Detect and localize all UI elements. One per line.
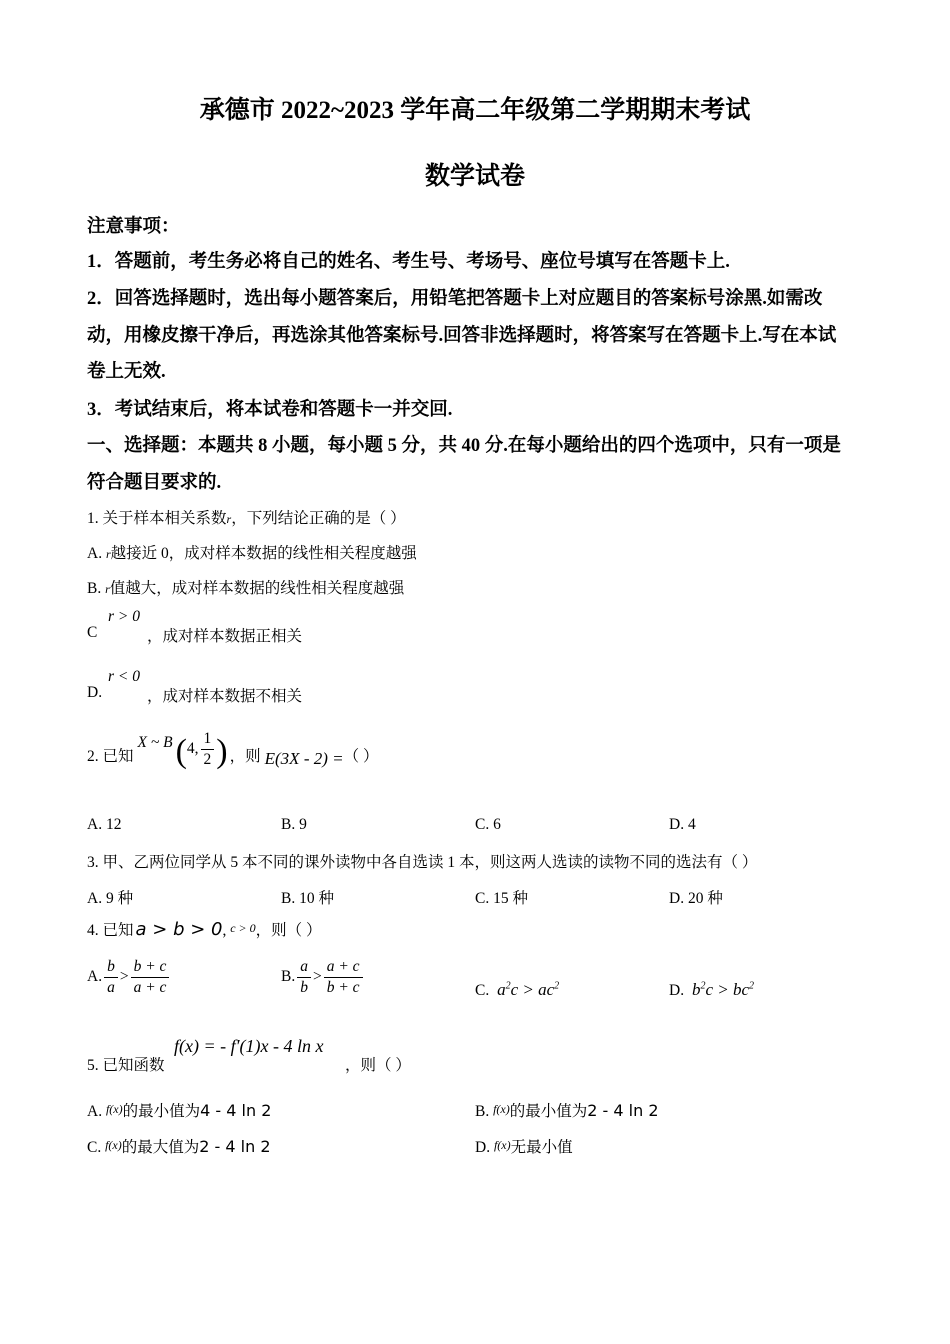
q2-stem-pre: 2. 已知: [87, 748, 134, 765]
q4-d-a: b: [691, 980, 701, 999]
q5-d-label: D.: [475, 1139, 491, 1156]
q4-d-exp1: 2: [700, 980, 706, 992]
q4-option-b: [281, 954, 365, 1000]
q1-option-d-text: ，成对样本数据不相关: [147, 688, 303, 705]
q2-stem-mid: ，则: [229, 748, 261, 765]
q4-a-label: A.: [87, 968, 103, 985]
q4-stem-post: ，则（ ）: [255, 922, 322, 939]
q5-c-text: 的最大值为: [121, 1139, 200, 1156]
exam-subtitle: 数学试卷: [424, 163, 525, 190]
notice-heading: 注意事项：: [87, 217, 180, 237]
q4-c-exp2: 2: [554, 980, 560, 992]
q4-c-b: c > ac: [510, 980, 555, 999]
q2-right-paren: ): [216, 733, 228, 770]
question-4-stem: [87, 918, 322, 940]
q4-d-b: c > bc: [705, 980, 750, 999]
q5-d-fx: f(x): [493, 1138, 511, 1152]
q5-c-val: 2 - 4 ln 2: [199, 1137, 271, 1156]
q4-math-1: a > b > 0: [135, 919, 223, 940]
q1-stem-post: ，下列结论正确的是（ ）: [231, 510, 406, 527]
q1-option-c-text: ，成对样本数据正相关: [147, 628, 303, 645]
q5-a-text: 的最小值为: [122, 1103, 201, 1120]
q1-b-var: r: [105, 582, 110, 596]
q4-d-label: D.: [669, 982, 685, 999]
q4-a-op: >: [119, 968, 129, 985]
q4-c-exp1: 2: [505, 980, 511, 992]
exam-title: 承德市 2022~2023 学年高二年级第二学期期末考试: [199, 97, 751, 124]
q4-option-a: [87, 954, 171, 1000]
q4-c-label: C.: [475, 982, 490, 999]
question-1-stem: [87, 506, 406, 528]
q5-math: f(x) = - f′(1)x - 4 ln x: [174, 1036, 324, 1056]
section-1-heading-line-2: 符合题目要求的.: [87, 473, 222, 493]
q1-option-d-label: D.: [87, 684, 103, 701]
q4-b-left-frac: [297, 957, 311, 998]
q5-option-a: [87, 1099, 271, 1121]
q4-d-expr: [692, 980, 754, 999]
q2-option-c: C. 6: [475, 816, 501, 833]
notice-item-2-line-3: 卷上无效.: [87, 362, 166, 382]
q4-b-label: B.: [281, 968, 296, 985]
q4-a-right-num: b + c: [131, 957, 170, 978]
q4-b-left-den: b: [300, 978, 308, 996]
q3-option-b: B. 10 种: [281, 890, 334, 907]
q5-stem-pre: 5. 已知函数: [87, 1057, 165, 1074]
q3-option-a: A. 9 种: [87, 890, 134, 907]
q1-option-b: [87, 576, 404, 598]
q2-math-lhs: X ~ B: [137, 734, 173, 751]
q4-a-left-num: b: [104, 957, 118, 978]
q4-b-op: >: [312, 968, 322, 985]
q4-option-d: [669, 980, 754, 1000]
q5-c-fx: f(x): [105, 1138, 122, 1152]
q4-a-right-den: a + c: [133, 978, 167, 996]
q1-option-a: [87, 541, 417, 563]
q5-stem-post: ，则（ ）: [345, 1057, 411, 1074]
q1-option-c-label: C: [87, 624, 98, 641]
q1-b-text: 值越大，成对样本数据的线性相关程度越强: [109, 580, 405, 597]
q5-d-text: 无最小值: [510, 1139, 573, 1156]
q2-math-n: 4,: [186, 740, 199, 757]
q5-b-label: B.: [475, 1103, 490, 1120]
q3-option-c: C. 15 种: [475, 890, 528, 907]
q2-fraction: [201, 729, 215, 770]
q4-sep: ,: [222, 922, 227, 939]
q4-option-c: [475, 980, 559, 1000]
q1-option-c-math: r > 0: [108, 608, 140, 625]
q4-math-2: c > 0: [230, 921, 256, 935]
q4-b-left-num: a: [297, 957, 311, 978]
q4-stem-pre: 4. 已知: [87, 922, 134, 939]
q5-b-val: 2 - 4 ln 2: [587, 1101, 659, 1120]
question-3-stem: 3. 甲、乙两位同学从 5 本不同的课外读物中各自选读 1 本，则这两人选读的读物不同的选法有（ ）: [87, 854, 758, 871]
q1-stem-pre: 1. 关于样本相关系数: [87, 510, 227, 527]
q5-a-fx: f(x): [105, 1102, 123, 1116]
q5-option-c: [87, 1135, 271, 1157]
q1-b-label: B.: [87, 580, 102, 597]
q4-c-a: a: [497, 980, 506, 999]
section-1-heading-line-1: 一、选择题：本题共 8 小题，每小题 5 分，共 40 分.在每小题给出的四个选项中，只有一项是: [87, 436, 841, 456]
q2-stem-post: （ ）: [343, 748, 379, 765]
q2-frac-den: 2: [203, 750, 212, 768]
q5-a-val: 4 - 4 ln 2: [200, 1101, 272, 1120]
q1-var-r: r: [226, 512, 232, 526]
q4-a-left-frac: [104, 957, 118, 998]
q1-a-text: 越接近 0，成对样本数据的线性相关程度越强: [110, 545, 417, 562]
q3-option-d: D. 20 种: [669, 890, 723, 907]
notice-item-3: 3．考试结束后，将本试卷和答题卡一并交回.: [87, 400, 453, 420]
notice-item-2-line-1: 2．回答选择题时，选出每小题答案后，用铅笔把答题卡上对应题目的答案标号涂黑.如需改: [87, 289, 823, 309]
q1-a-var: r: [105, 547, 111, 561]
q4-a-right-frac: [131, 957, 170, 998]
notice-item-2-line-2: 动，用橡皮擦干净后，再选涂其他答案标号.回答非选择题时，将答案写在答题卡上.写在本试: [87, 326, 837, 346]
q4-b-right-frac: [324, 957, 363, 998]
question-2-stem: [87, 730, 379, 780]
q4-d-exp2: 2: [749, 980, 755, 992]
q5-b-text: 的最小值为: [509, 1103, 588, 1120]
q2-option-d: D. 4: [669, 816, 696, 833]
q4-b-right-num: a + c: [324, 957, 363, 978]
q5-c-label: C.: [87, 1139, 102, 1156]
q4-c-expr: [497, 980, 559, 999]
q5-option-b: [475, 1099, 659, 1121]
q1-a-label: A.: [87, 545, 103, 562]
q2-option-b: B. 9: [281, 816, 307, 833]
q5-a-label: A.: [87, 1103, 103, 1120]
q2-left-paren: (: [175, 733, 187, 770]
q5-b-fx: f(x): [493, 1102, 510, 1116]
q5-option-d: [475, 1135, 573, 1157]
q2-frac-num: 1: [201, 729, 215, 750]
q2-math-expr: E(3X - 2) =: [264, 749, 344, 768]
q4-b-right-den: b + c: [326, 978, 360, 996]
q2-option-a: A. 12: [87, 816, 122, 833]
notice-item-1: 1．答题前，考生务必将自己的姓名、考生号、考场号、座位号填写在答题卡上.: [87, 252, 730, 272]
q1-option-d-math: r < 0: [108, 668, 140, 685]
q4-a-left-den: a: [107, 978, 115, 996]
